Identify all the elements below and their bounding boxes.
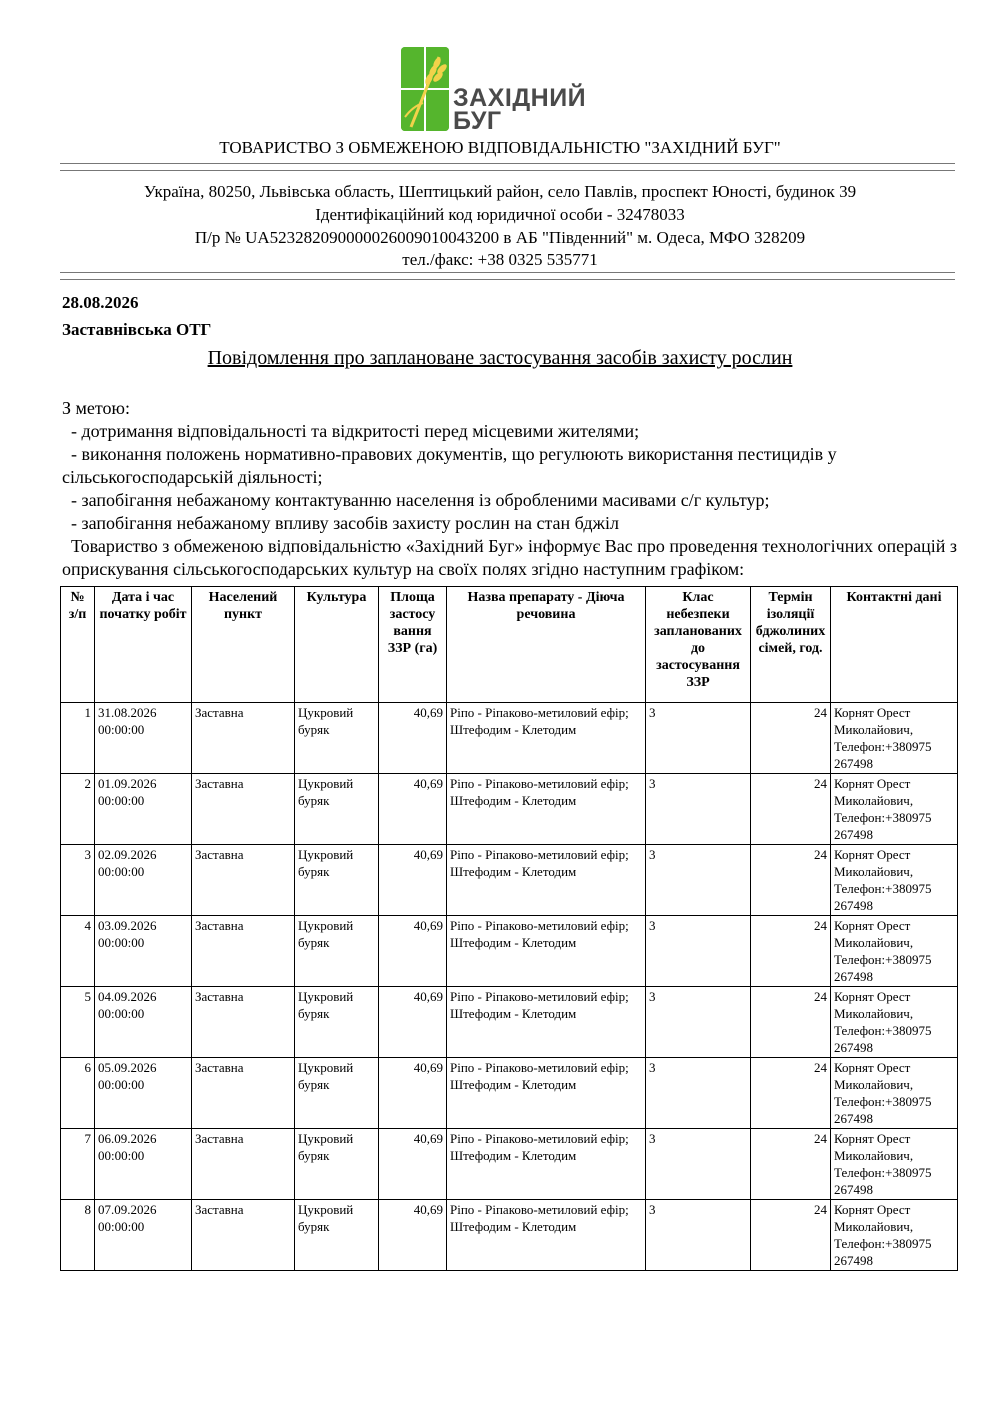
cell-prep-1: Ріпо - Ріпаково-метиловий ефір; — [450, 1202, 629, 1217]
table-row — [61, 1200, 958, 1271]
header-settlement: Населений пункт — [192, 587, 295, 703]
cell-contacts — [831, 1058, 958, 1129]
cell-date: 03.09.2026 — [98, 918, 157, 933]
cell-isolation: 24 — [751, 1200, 831, 1271]
cell-hazard: 3 — [646, 1200, 751, 1271]
cell-area: 40,69 — [379, 1200, 447, 1271]
cell-num: 8 — [61, 1200, 95, 1271]
cell-contact-phone: Телефон:+380975 267498 — [834, 739, 932, 771]
cell-prep-1: Ріпо - Ріпаково-метиловий ефір; — [450, 1131, 629, 1146]
cell-contacts — [831, 703, 958, 774]
cell-settlement: Заставна — [192, 703, 295, 774]
cell-preparation — [447, 1058, 646, 1129]
cell-area: 40,69 — [379, 845, 447, 916]
cell-prep-1: Ріпо - Ріпаково-метиловий ефір; — [450, 847, 629, 862]
cell-prep-1: Ріпо - Ріпаково-метиловий ефір; — [450, 1060, 629, 1075]
cell-area: 40,69 — [379, 774, 447, 845]
cell-contact-phone: Телефон:+380975 267498 — [834, 810, 932, 842]
cell-isolation: 24 — [751, 1058, 831, 1129]
cell-culture: Цукровий буряк — [295, 774, 379, 845]
cell-isolation: 24 — [751, 845, 831, 916]
cell-preparation — [447, 1200, 646, 1271]
cell-time: 00:00:00 — [98, 793, 145, 808]
cell-contact-phone: Телефон:+380975 267498 — [834, 1236, 932, 1268]
cell-datetime — [95, 1200, 192, 1271]
table-row — [61, 1129, 958, 1200]
cell-num: 5 — [61, 987, 95, 1058]
table-row — [61, 916, 958, 987]
recipient: Заставнівська ОТГ — [62, 320, 212, 339]
document-title — [0, 347, 1000, 370]
cell-isolation: 24 — [751, 774, 831, 845]
cell-settlement: Заставна — [192, 774, 295, 845]
table-row — [61, 703, 958, 774]
cell-settlement: Заставна — [192, 1129, 295, 1200]
cell-contacts — [831, 987, 958, 1058]
document-title-text: Повідомлення про заплановане застосування засобів захисту рослин — [207, 347, 793, 369]
cell-culture: Цукровий буряк — [295, 987, 379, 1058]
cell-num: 3 — [61, 845, 95, 916]
cell-num: 1 — [61, 703, 95, 774]
cell-contacts — [831, 774, 958, 845]
cell-time: 00:00:00 — [98, 1077, 145, 1092]
spraying-schedule-table — [60, 586, 958, 1271]
cell-culture: Цукровий буряк — [295, 1129, 379, 1200]
cell-num: 6 — [61, 1058, 95, 1129]
purpose-item: - дотримання відповідальності та відкритості перед місцевими жителями; — [62, 421, 640, 441]
cell-isolation: 24 — [751, 987, 831, 1058]
table-row — [61, 774, 958, 845]
cell-prep-2: Штефодим - Клетодим — [450, 722, 577, 737]
wheat-icon — [401, 47, 449, 131]
cell-contact-name: Корнят Орест Миколайович, — [834, 989, 914, 1021]
separator-top — [60, 163, 955, 171]
cell-area: 40,69 — [379, 1058, 447, 1129]
cell-time: 00:00:00 — [98, 935, 145, 950]
header-isolation: Термін ізоляції бджолиних сімей, год. — [751, 587, 831, 703]
cell-area: 40,69 — [379, 1129, 447, 1200]
cell-num: 2 — [61, 774, 95, 845]
cell-datetime — [95, 703, 192, 774]
cell-contact-phone: Телефон:+380975 267498 — [834, 1165, 932, 1197]
cell-datetime — [95, 845, 192, 916]
purpose-item: - виконання положень нормативно-правових документів, що регулюють використання пестицидів у сільськогосподарській діяльності; — [62, 444, 842, 487]
header-contacts: Контактні дані — [831, 587, 958, 703]
header-datetime: Дата і час початку робіт — [95, 587, 192, 703]
registration-code: Ідентифікаційний код юридичної особи - 32478033 — [315, 205, 685, 224]
phone-fax: тел./факс: +38 0325 535771 — [402, 250, 598, 269]
cell-date: 01.09.2026 — [98, 776, 157, 791]
cell-area: 40,69 — [379, 703, 447, 774]
cell-hazard: 3 — [646, 987, 751, 1058]
separator-bottom — [60, 272, 955, 280]
table-header-row — [61, 587, 958, 703]
cell-time: 00:00:00 — [98, 1006, 145, 1021]
header-preparation: Назва препарату - Діюча речовина — [447, 587, 646, 703]
cell-contact-name: Корнят Орест Миколайович, — [834, 1131, 914, 1163]
cell-preparation — [447, 774, 646, 845]
cell-contacts — [831, 845, 958, 916]
cell-prep-1: Ріпо - Ріпаково-метиловий ефір; — [450, 705, 629, 720]
cell-hazard: 3 — [646, 774, 751, 845]
cell-date: 31.08.2026 — [98, 705, 157, 720]
cell-time: 00:00:00 — [98, 864, 145, 879]
cell-settlement: Заставна — [192, 845, 295, 916]
cell-datetime — [95, 987, 192, 1058]
cell-hazard: 3 — [646, 1058, 751, 1129]
cell-contacts — [831, 916, 958, 987]
cell-time: 00:00:00 — [98, 722, 145, 737]
purpose-item: - запобігання небажаному впливу засобів захисту рослин на стан бджіл — [62, 513, 619, 533]
cell-area: 40,69 — [379, 916, 447, 987]
bank-account: П/р № UA523282090000026009010043200 в АБ "Південний" м. Одеса, МФО 328209 — [194, 228, 806, 247]
cell-contact-phone: Телефон:+380975 267498 — [834, 881, 932, 913]
logo-wordmark — [453, 84, 587, 135]
info-text: Товариство з обмеженою відповідальністю «Західний Буг» інформує Вас про проведення технологічних операцій з оприскування сільськогосподарських культур на своїх полях згідно наступним графіком: — [62, 536, 962, 579]
cell-contact-name: Корнят Орест Миколайович, — [834, 776, 914, 808]
cell-contact-name: Корнят Орест Миколайович, — [834, 1060, 914, 1092]
cell-date: 02.09.2026 — [98, 847, 157, 862]
cell-prep-2: Штефодим - Клетодим — [450, 935, 577, 950]
cell-preparation — [447, 987, 646, 1058]
cell-settlement: Заставна — [192, 1058, 295, 1129]
cell-datetime — [95, 1129, 192, 1200]
cell-date: 06.09.2026 — [98, 1131, 157, 1146]
table-row — [61, 845, 958, 916]
cell-preparation — [447, 845, 646, 916]
cell-contact-name: Корнят Орест Миколайович, — [834, 705, 914, 737]
cell-time: 00:00:00 — [98, 1219, 145, 1234]
cell-settlement: Заставна — [192, 1200, 295, 1271]
cell-hazard: 3 — [646, 845, 751, 916]
cell-hazard: 3 — [646, 703, 751, 774]
cell-hazard: 3 — [646, 1129, 751, 1200]
cell-datetime — [95, 916, 192, 987]
cell-hazard: 3 — [646, 916, 751, 987]
header-area: Площа застосу вання ЗЗР (га) — [379, 587, 447, 703]
cell-culture: Цукровий буряк — [295, 1058, 379, 1129]
cell-date: 05.09.2026 — [98, 1060, 157, 1075]
cell-contact-name: Корнят Орест Миколайович, — [834, 847, 914, 879]
cell-contacts — [831, 1129, 958, 1200]
cell-prep-1: Ріпо - Ріпаково-метиловий ефір; — [450, 989, 629, 1004]
cell-settlement: Заставна — [192, 916, 295, 987]
cell-prep-2: Штефодим - Клетодим — [450, 1006, 577, 1021]
cell-settlement: Заставна — [192, 987, 295, 1058]
cell-preparation — [447, 703, 646, 774]
cell-num: 4 — [61, 916, 95, 987]
cell-date: 04.09.2026 — [98, 989, 157, 1004]
company-name: ТОВАРИСТВО З ОБМЕЖЕНОЮ ВІДПОВІДАЛЬНІСТЮ "ЗАХІДНИЙ БУГ" — [219, 138, 781, 157]
cell-culture: Цукровий буряк — [295, 916, 379, 987]
cell-prep-2: Штефодим - Клетодим — [450, 1219, 577, 1234]
cell-contact-phone: Телефон:+380975 267498 — [834, 952, 932, 984]
cell-contact-name: Корнят Орест Миколайович, — [834, 1202, 914, 1234]
cell-area: 40,69 — [379, 987, 447, 1058]
purpose-intro: З метою: — [62, 398, 130, 418]
address-line-1: Україна, 80250, Львівська область, Шептицький район, село Павлів, проспект Юності, будинок 39 — [143, 182, 857, 201]
cell-datetime — [95, 1058, 192, 1129]
cell-culture: Цукровий буряк — [295, 845, 379, 916]
document-date: 28.08.2026 — [62, 293, 139, 312]
cell-prep-2: Штефодим - Клетодим — [450, 793, 577, 808]
company-logo — [401, 47, 616, 135]
table-row — [61, 1058, 958, 1129]
cell-culture: Цукровий буряк — [295, 703, 379, 774]
cell-contacts — [831, 1200, 958, 1271]
logo-line-2: БУГ — [453, 107, 502, 135]
purpose-item: - запобігання небажаному контактуванню населення із обробленими масивами с/г культур; — [62, 490, 770, 510]
header-num: № з/п — [61, 587, 95, 703]
cell-contact-name: Корнят Орест Миколайович, — [834, 918, 914, 950]
cell-num: 7 — [61, 1129, 95, 1200]
cell-isolation: 24 — [751, 1129, 831, 1200]
cell-prep-2: Штефодим - Клетодим — [450, 1077, 577, 1092]
cell-contact-phone: Телефон:+380975 267498 — [834, 1094, 932, 1126]
cell-prep-2: Штефодим - Клетодим — [450, 864, 577, 879]
cell-time: 00:00:00 — [98, 1148, 145, 1163]
cell-isolation: 24 — [751, 916, 831, 987]
cell-prep-2: Штефодим - Клетодим — [450, 1148, 577, 1163]
table-row — [61, 987, 958, 1058]
cell-contact-phone: Телефон:+380975 267498 — [834, 1023, 932, 1055]
cell-prep-1: Ріпо - Ріпаково-метиловий ефір; — [450, 776, 629, 791]
logo-line-1: ЗАХІДНИЙ — [453, 84, 587, 112]
cell-preparation — [447, 916, 646, 987]
cell-datetime — [95, 774, 192, 845]
header-hazard: Клас небезпеки запланованих до застосування ЗЗР — [646, 587, 751, 703]
cell-culture: Цукровий буряк — [295, 1200, 379, 1271]
header-culture: Культура — [295, 587, 379, 703]
cell-isolation: 24 — [751, 703, 831, 774]
cell-prep-1: Ріпо - Ріпаково-метиловий ефір; — [450, 918, 629, 933]
notice-body — [62, 397, 962, 581]
cell-preparation — [447, 1129, 646, 1200]
cell-date: 07.09.2026 — [98, 1202, 157, 1217]
